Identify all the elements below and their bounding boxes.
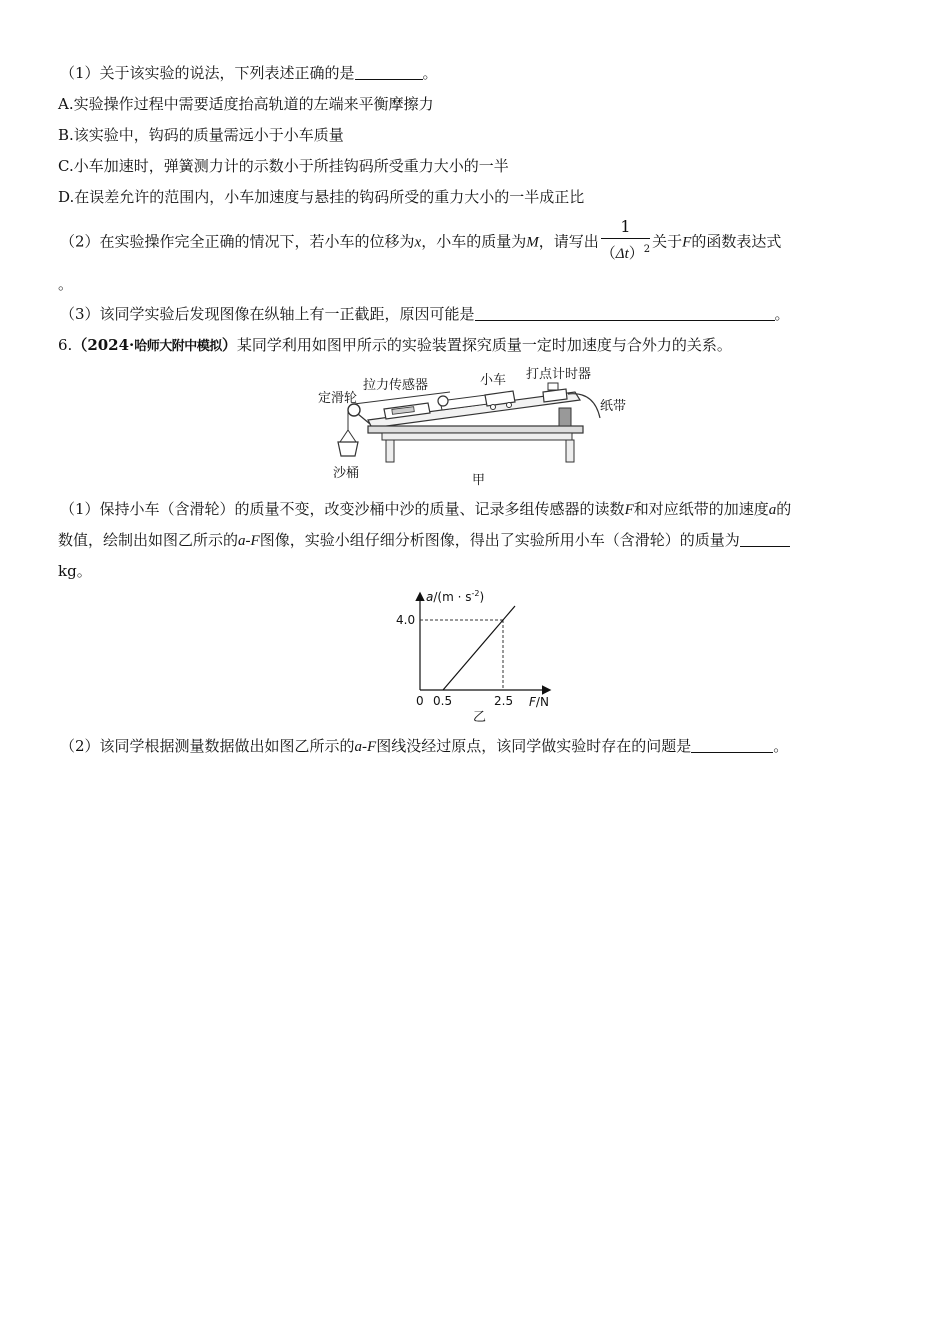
x-axis-label: F/N [529, 695, 549, 709]
p6-q1-line3: kg。 [58, 562, 92, 580]
label-bucket: 沙桶 [333, 466, 360, 481]
p6-q2-stem: （2）该同学根据测量数据做出如图乙所示的a-F图线没经过原点，该同学做实验时存在的问题是 。 [60, 737, 789, 755]
table-top [368, 426, 583, 433]
y-axis-label: $a/(m \cdot s^{-2})$ [426, 589, 485, 604]
origin-label: 0 [416, 694, 424, 708]
p6-q1-line1: （1）保持小车（含滑轮）的质量不变，改变沙桶中沙的质量、记录多组传感器的读数F和对应纸带的加速度a的 [60, 500, 792, 518]
sand-bucket-icon [338, 442, 358, 456]
option-c: C.小车加速时，弹簧测力计的示数小于所挂钩码所受重力大小的一半 [58, 157, 509, 175]
x-tick: 2.5 [494, 694, 514, 708]
q1-stem: （1）关于该实验的说法，下列表述正确的是 。 [60, 64, 438, 82]
problem-6-stem: 6.（2024·哈师大附中模拟）某同学利用如图甲所示的实验装置探究质量一定时加速度与合外力的关系。 [58, 336, 732, 354]
label-tape: 纸带 [600, 399, 627, 414]
label-sensor: 拉力传感器 [363, 378, 429, 393]
answer-blank[interactable] [355, 64, 423, 80]
table-leg [386, 440, 394, 462]
q2-end: 。 [58, 275, 74, 293]
y-tick: 4.0 [396, 613, 416, 627]
timer-icon [543, 389, 567, 402]
support-block [559, 408, 571, 426]
answer-blank[interactable] [475, 305, 775, 321]
answer-blank[interactable] [740, 531, 790, 547]
figure-caption: 甲 [472, 473, 486, 488]
table-rail [382, 433, 572, 440]
option-b: B.该实验中，钩码的质量需远小于小车质量 [58, 126, 344, 144]
graph-caption: 乙 [473, 710, 487, 724]
label-cart: 小车 [480, 373, 507, 388]
option-d: D.在误差允许的范围内，小车加速度与悬挂的钩码所受的重力大小的一半成正比 [58, 188, 585, 206]
af-line [443, 606, 515, 690]
q3-stem: （3）该同学实验后发现图像在纵轴上有一正截距，原因可能是 。 [60, 305, 790, 323]
label-pulley: 定滑轮 [318, 391, 358, 406]
p6-q1-line2: 数值，绘制出如图乙所示的a-F图像，实验小组仔细分析图像，得出了实验所用小车（含滑轮）的质量为 [58, 530, 790, 551]
af-graph [393, 586, 563, 724]
apparatus-figure [300, 362, 650, 490]
fraction: $\frac{1}{(\Delta t)^2}$ [600, 217, 651, 262]
label-timer: 打点计时器 [526, 367, 592, 382]
x-tick: 0.5 [433, 694, 453, 708]
option-a: A.实验操作过程中需要适度抬高轨道的左端来平衡摩擦力 [58, 95, 434, 113]
source-tag: 哈师大附中模拟 [134, 339, 222, 354]
table-leg [566, 440, 574, 462]
answer-blank[interactable] [691, 737, 773, 753]
q2-stem: （2）在实验操作完全正确的情况下，若小车的位移为x，小车的质量为M，请写出 $\frac{1}{(\Delta t)^2}$ 关于F的函数表达式 [60, 218, 781, 267]
